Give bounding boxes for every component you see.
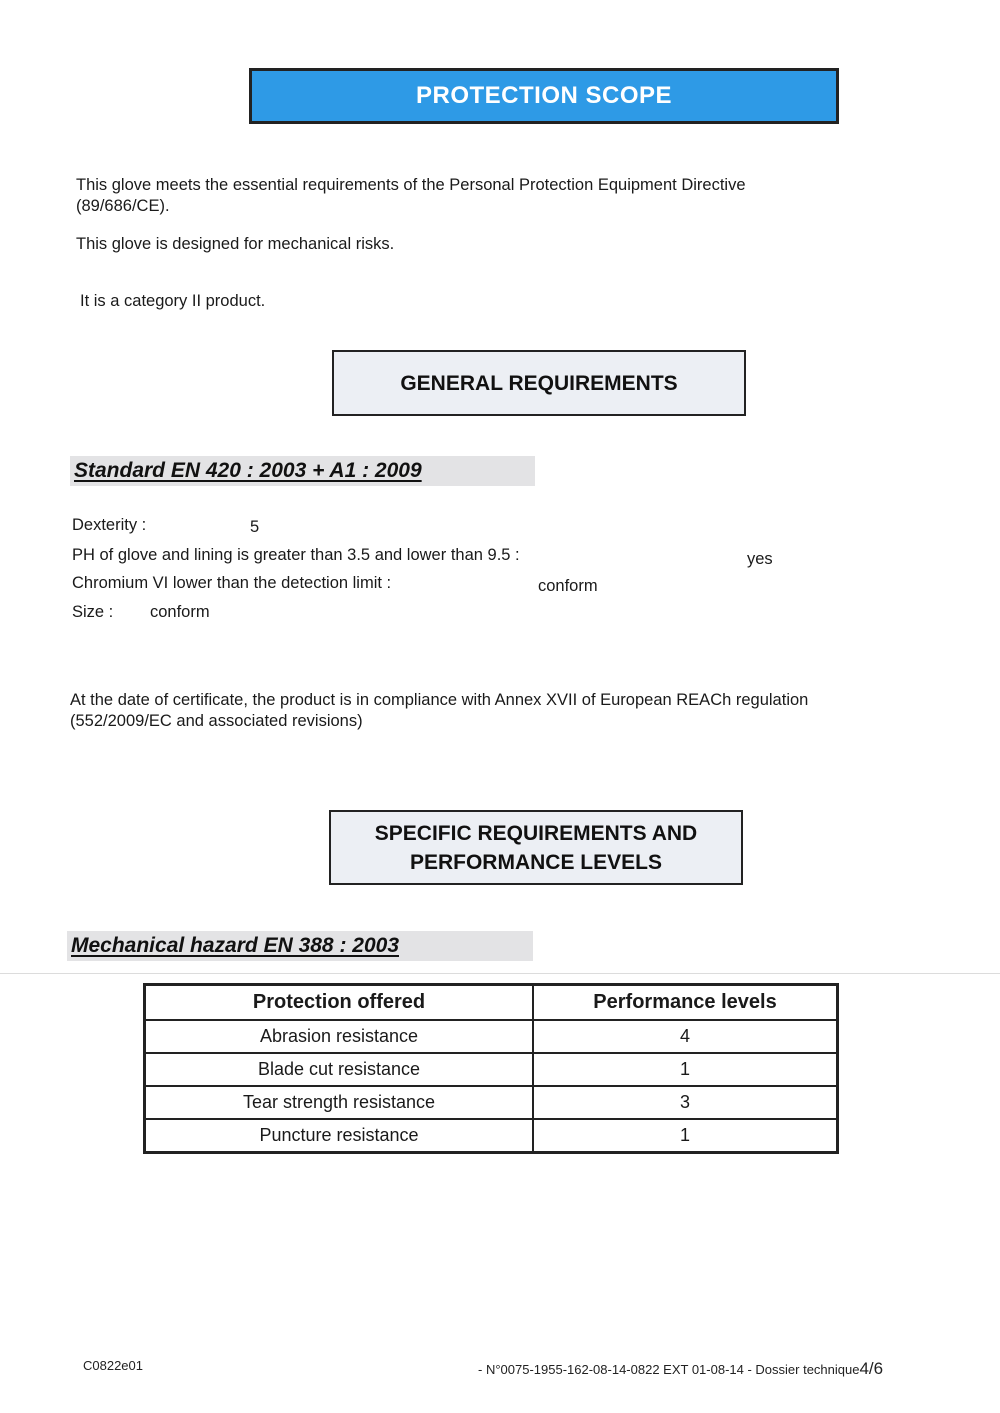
protection-scope-title: PROTECTION SCOPE bbox=[249, 68, 839, 124]
level-cell: 1 bbox=[533, 1053, 838, 1086]
reach-paragraph-line2: (552/2009/EC and associated revisions) bbox=[70, 712, 363, 730]
mechanical-risks-paragraph: This glove is designed for mechanical risks. bbox=[76, 235, 395, 253]
level-cell: 3 bbox=[533, 1086, 838, 1119]
table-header-row bbox=[145, 985, 838, 1021]
level-cell: 1 bbox=[533, 1119, 838, 1153]
table-row bbox=[145, 1119, 838, 1153]
dexterity-value: 5 bbox=[250, 518, 260, 536]
ph-label: PH of glove and lining is greater than 3.5 and lower than 9.5 : bbox=[72, 546, 520, 564]
mechanical-hazard-heading-text: Mechanical hazard EN 388 : 2003 bbox=[71, 934, 399, 957]
column-header-performance: Performance levels bbox=[533, 985, 838, 1021]
standard-en420-heading bbox=[70, 456, 535, 486]
footer-reference-text: - N°0075-1955-162-08-14-0822 EXT 01-08-14 - Dossier technique bbox=[478, 1362, 860, 1377]
specific-requirements-title-line2: PERFORMANCE LEVELS bbox=[409, 850, 662, 874]
size-value: conform bbox=[150, 603, 210, 621]
protection-cell: Abrasion resistance bbox=[145, 1020, 534, 1053]
column-header-protection: Protection offered bbox=[145, 985, 534, 1021]
mechanical-hazard-heading bbox=[67, 931, 533, 961]
ph-value: yes bbox=[747, 550, 773, 568]
protection-cell: Tear strength resistance bbox=[145, 1086, 534, 1119]
table-row bbox=[145, 1086, 838, 1119]
size-label: Size : bbox=[72, 603, 114, 621]
reach-paragraph-line1: At the date of certificate, the product is in compliance with Annex XVII of European REACh regulation bbox=[70, 691, 809, 709]
standard-en420-heading-text: Standard EN 420 : 2003 + A1 : 2009 bbox=[74, 459, 422, 482]
table-row bbox=[145, 1020, 838, 1053]
protection-cell: Puncture resistance bbox=[145, 1119, 534, 1153]
level-cell: 4 bbox=[533, 1020, 838, 1053]
directive-paragraph-line1: This glove meets the essential requirements of the Personal Protection Equipment Directive bbox=[76, 176, 746, 194]
directive-paragraph-line2: (89/686/CE). bbox=[76, 197, 170, 215]
divider bbox=[0, 973, 1000, 974]
general-requirements-title: GENERAL REQUIREMENTS bbox=[332, 350, 746, 416]
protection-cell: Blade cut resistance bbox=[145, 1053, 534, 1086]
dexterity-label: Dexterity : bbox=[72, 516, 147, 534]
chromium-value: conform bbox=[538, 577, 598, 595]
performance-table bbox=[143, 983, 839, 1154]
footer-reference bbox=[478, 1359, 883, 1379]
category-paragraph: It is a category II product. bbox=[80, 292, 266, 310]
footer-code: C0822e01 bbox=[83, 1358, 143, 1373]
specific-requirements-title-line1: SPECIFIC REQUIREMENTS AND bbox=[374, 821, 698, 845]
table-row bbox=[145, 1053, 838, 1086]
page-number: 4/6 bbox=[859, 1359, 884, 1378]
specific-requirements-title bbox=[329, 810, 743, 885]
chromium-label: Chromium VI lower than the detection limit : bbox=[72, 574, 392, 592]
